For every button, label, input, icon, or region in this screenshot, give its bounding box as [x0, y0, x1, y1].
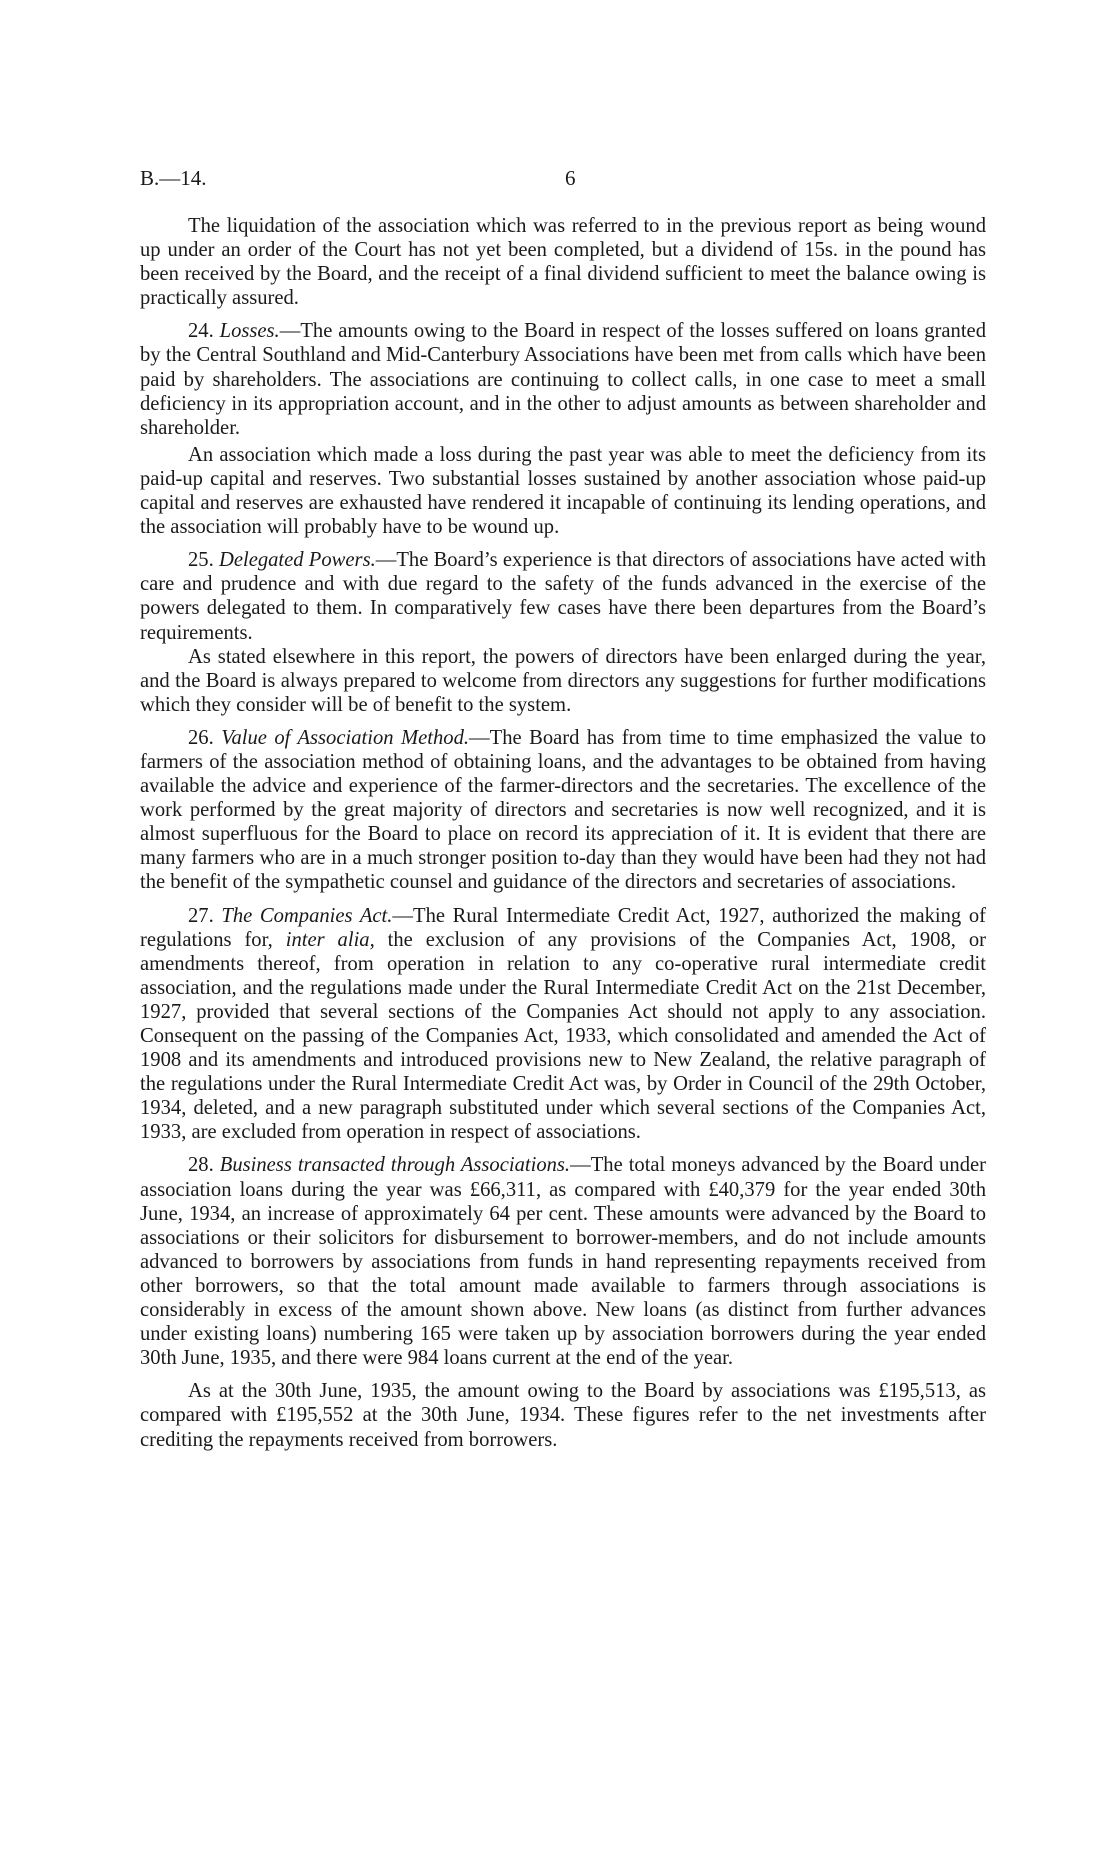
- paragraph-text: —The Rural Intermediate Credit Act, 1927, authorized the making of regulations for,: [140, 904, 986, 951]
- paragraph-number: 27.: [188, 904, 214, 927]
- section-heading: Delegated Powers.: [218, 549, 376, 572]
- paragraph-28-business-transacted: [140, 1153, 986, 1370]
- section-heading: Losses.: [219, 320, 280, 343]
- paragraph-text: —The total moneys advanced by the Board under association loans during the year was £66,311, as compared with £40,379 for the year ended 30th June, 1934, an increase of approximately 64 per cent. These amounts were advanced by the Board to associations or their solicitors for disbursement to borrower-members, and do not include amounts advanced to borrowers by associations from funds in hand representing repayments received from other borrowers, so that the total amount made available to farmers through associations is considerably in excess of the amount shown above. New loans (as distinct from further advances under existing loans) numbering 165 were taken up by association borrowers during the year ended 30th June, 1935, and there were 984 loans current at the end of the year.: [140, 1154, 987, 1370]
- paragraph-number: 25.: [188, 549, 214, 572]
- section-heading: Value of Association Method.: [221, 726, 470, 749]
- document-body: [140, 214, 986, 1461]
- paragraph-27-companies-act: [140, 904, 986, 1145]
- paragraph-24-losses: [140, 319, 986, 439]
- latin-phrase: inter alia,: [285, 928, 375, 951]
- paragraph-28-continued: As at the 30th June, 1935, the amount owing to the Board by associations was £195,513, as compared with £195,552 at the 30th June, 1934. These figures refer to the net investments after crediting the repayments received from borrowers.: [140, 1380, 986, 1451]
- paragraph-25-continued: As stated elsewhere in this report, the powers of directors have been enlarged during the year, and the Board is always prepared to welcome from directors any suggestions for further modifications which they consider will be of benefit to the system.: [140, 645, 986, 716]
- paragraph-text: —The Board’s experience is that directors of associations have acted with care and prudence and with due regard to the safety of the funds advanced in the exercise of the powers delegated to them. In comparatively few cases have there been departures from the Board’s requirements.: [140, 549, 986, 644]
- paragraph-text: —The amounts owing to the Board in respect of the losses suffered on loans granted by the Central Southland and Mid-Canterbury Associations have been met from calls which have been paid by shareholders. The associations are continuing to collect calls, in one case to meet a small deficiency in its appropriation account, and in the other to adjust amounts as between shareholder and shareholder.: [140, 320, 986, 439]
- paragraph-number: 28.: [188, 1154, 214, 1177]
- paragraph-25-delegated-powers: [140, 548, 986, 644]
- paragraph-text: the exclusion of any provisions of the Companies Act, 1908, or amendments thereof, from operation in relation to any co-operative rural intermediate credit association, and the regulations made under the Rural Intermediate Credit Act on the 21st December, 1927, provided that several sections of the Companies Act should not apply to any association. Consequent on the passing of the Companies Act, 1933, which consolidated and amended the Act of 1908 and its amendments and introduced provisions new to New Zealand, the relative paragraph of the regulations under the Rural Intermediate Credit Act was, by Order in Council of the 29th October, 1934, deleted, and a new paragraph substituted under which several sections of the Companies Act, 1933, are excluded from operation in respect of associations.: [140, 928, 986, 1144]
- page-header: [140, 166, 990, 196]
- section-heading: Business transacted through Associations.: [219, 1154, 571, 1177]
- paragraph-number: 26.: [188, 726, 214, 749]
- paragraph-number: 24.: [188, 320, 214, 343]
- page-number: 6: [565, 166, 576, 190]
- section-heading: The Companies Act.: [221, 904, 393, 927]
- paragraph-24-continued: An association which made a loss during the past year was able to meet the deficiency from its paid-up capital and reserves. Two substantial losses sustained by another association whose paid-up capital and reserves are exhausted have rendered it incapable of continuing its lending operations, and the association will probably have to be wound up.: [140, 443, 986, 539]
- document-reference: B.—14.: [140, 166, 207, 190]
- paragraph-26-association-method: [140, 726, 986, 895]
- paragraph-text: —The Board has from time to time emphasized the value to farmers of the association method of obtaining loans, and the advantages to be obtained from having available the advice and experience of the farmer-directors and the secretaries. The excellence of the work performed by the great majority of directors and secretaries is now well recognized, and it is almost superfluous for the Board to place on record its appreciation of it. It is evident that there are many farmers who are in a much stronger position to-day than they would have been had they not had the benefit of the sympathetic counsel and guidance of the directors and secretaries of associations.: [140, 726, 986, 894]
- paragraph-liquidation: The liquidation of the association which was referred to in the previous report as being wound up under an order of the Court has not yet been completed, but a dividend of 15s. in the pound has been received by the Board, and the receipt of a final dividend sufficient to meet the balance owing is practically assured.: [140, 215, 986, 310]
